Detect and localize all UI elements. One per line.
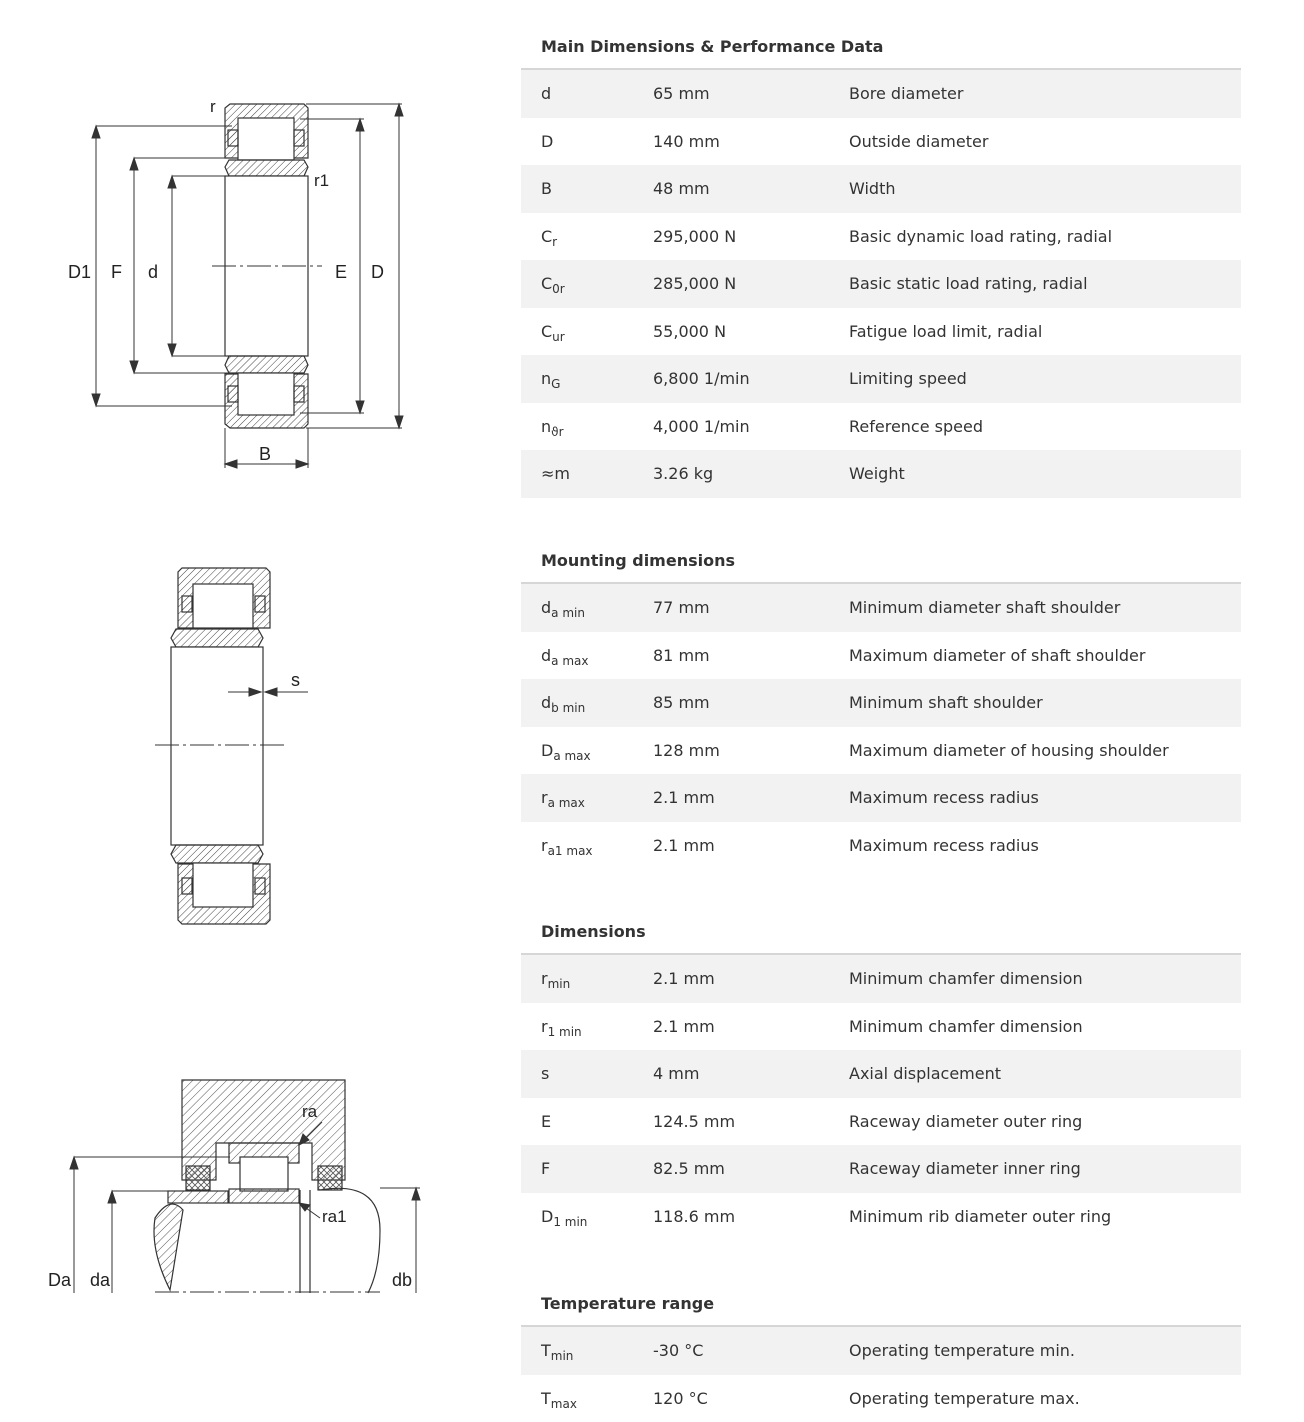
section-rows (521, 1327, 1241, 1422)
label-d: d (148, 262, 159, 282)
section-title: Main Dimensions & Performance Data (521, 10, 1241, 70)
symbol-main: D (541, 740, 554, 760)
row-description: Limiting speed (849, 369, 967, 389)
row-value: 118.6 mm (653, 1206, 736, 1226)
table-row (521, 213, 1241, 261)
symbol-main: r (541, 1016, 548, 1036)
row-symbol (521, 788, 653, 811)
row-description: Maximum recess radius (849, 835, 1039, 855)
symbol-main: F (541, 1159, 551, 1179)
row-value: 285,000 N (653, 274, 737, 294)
symbol-main: B (541, 179, 552, 199)
row-description: Maximum diameter of housing shoulder (849, 740, 1169, 760)
row-symbol (521, 1388, 653, 1411)
symbol-main: n (541, 416, 552, 436)
symbol-main: r (541, 835, 548, 855)
row-symbol (521, 321, 653, 344)
table-row (521, 1098, 1241, 1146)
symbol-main: d (541, 598, 552, 618)
row-symbol (521, 132, 653, 151)
row-description: Operating temperature min. (849, 1341, 1075, 1361)
symbol-subscript: ur (552, 329, 565, 344)
label-da: da (90, 1270, 111, 1290)
row-description: Minimum chamfer dimension (849, 1016, 1083, 1036)
row-symbol (521, 1112, 653, 1131)
row-description: Basic static load rating, radial (849, 274, 1088, 294)
symbol-subscript: a max (551, 653, 589, 668)
symbol-main: r (541, 969, 548, 989)
technical-drawings (0, 0, 500, 1422)
section-title: Temperature range (521, 1267, 1241, 1327)
label-E: E (335, 262, 348, 282)
table-row (521, 70, 1241, 118)
label-B: B (259, 444, 272, 464)
symbol-main: E (541, 1111, 552, 1131)
row-description: Axial displacement (849, 1064, 1002, 1084)
symbol-main: T (541, 1341, 551, 1361)
symbol-main: d (541, 693, 552, 713)
table-row (521, 1145, 1241, 1193)
row-symbol (521, 226, 653, 249)
label-ra: ra (302, 1102, 318, 1121)
row-value: 77 mm (653, 598, 710, 618)
row-value: 82.5 mm (653, 1159, 725, 1179)
table-row (521, 632, 1241, 680)
row-symbol (521, 416, 653, 439)
row-value: 124.5 mm (653, 1111, 736, 1131)
label-D1: D1 (68, 262, 92, 282)
row-value: 295,000 N (653, 226, 737, 246)
row-value: 81 mm (653, 645, 710, 665)
row-symbol (521, 84, 653, 103)
symbol-main: C (541, 274, 553, 294)
row-symbol (521, 1206, 653, 1229)
row-symbol (521, 1064, 653, 1083)
row-symbol (521, 740, 653, 763)
row-description: Operating temperature max. (849, 1388, 1080, 1408)
axial-displacement-drawing (0, 540, 500, 940)
symbol-subscript: 1 min (547, 1024, 582, 1039)
row-value: -30 °C (653, 1341, 704, 1361)
row-symbol (521, 598, 653, 621)
row-description: Minimum shaft shoulder (849, 693, 1043, 713)
mounting-dimensions-drawing (0, 1070, 500, 1350)
label-F: F (111, 262, 122, 282)
row-value: 120 °C (653, 1388, 708, 1408)
symbol-main: d (541, 645, 552, 665)
row-description: Minimum diameter shaft shoulder (849, 598, 1121, 618)
section-title: Dimensions (521, 895, 1241, 955)
row-description: Maximum recess radius (849, 788, 1039, 808)
section-rows (521, 70, 1241, 498)
label-r1: r1 (314, 171, 330, 190)
table-row (521, 118, 1241, 166)
label-D: D (371, 262, 384, 282)
row-symbol (521, 274, 653, 297)
symbol-main: T (541, 1388, 551, 1408)
row-description: Fatigue load limit, radial (849, 321, 1043, 341)
row-description: Minimum chamfer dimension (849, 969, 1083, 989)
row-value: 55,000 N (653, 321, 727, 341)
row-value: 48 mm (653, 179, 710, 199)
row-value: 65 mm (653, 84, 710, 104)
row-symbol (521, 179, 653, 198)
row-symbol (521, 969, 653, 992)
bearing-dimension-drawing (0, 0, 500, 500)
symbol-main: s (541, 1064, 550, 1084)
row-value: 2.1 mm (653, 788, 715, 808)
symbol-subscript: a1 max (547, 843, 593, 858)
table-row (521, 403, 1241, 451)
row-value: 3.26 kg (653, 464, 714, 484)
table-row (521, 450, 1241, 498)
row-description: Maximum diameter of shaft shoulder (849, 645, 1146, 665)
table-row (521, 1003, 1241, 1051)
symbol-subscript: min (550, 1349, 574, 1364)
row-value: 128 mm (653, 740, 720, 760)
row-value: 140 mm (653, 131, 720, 151)
table-row (521, 727, 1241, 775)
symbol-main: r (541, 788, 548, 808)
row-description: Weight (849, 464, 905, 484)
row-symbol (521, 369, 653, 392)
label-ra1: ra1 (322, 1207, 347, 1226)
symbol-subscript: a max (547, 796, 585, 811)
symbol-subscript: a min (551, 606, 585, 621)
row-value: 4 mm (653, 1064, 700, 1084)
table-row (521, 1050, 1241, 1098)
row-symbol (521, 1016, 653, 1039)
symbol-main: C (541, 226, 553, 246)
symbol-subscript: b min (551, 701, 586, 716)
row-description: Reference speed (849, 416, 983, 436)
row-description: Bore diameter (849, 84, 964, 104)
table-row (521, 955, 1241, 1003)
section-rows (521, 955, 1241, 1240)
table-row (521, 1327, 1241, 1375)
symbol-subscript: min (547, 977, 571, 992)
row-value: 2.1 mm (653, 835, 715, 855)
row-symbol (521, 835, 653, 858)
symbol-subscript: a max (553, 748, 591, 763)
row-symbol (521, 693, 653, 716)
symbol-main: n (541, 369, 552, 389)
table-row (521, 165, 1241, 213)
symbol-subscript: r (552, 234, 558, 249)
symbol-main: C (541, 321, 553, 341)
row-description: Width (849, 179, 896, 199)
section-main-dimensions (521, 10, 1241, 498)
label-r: r (210, 97, 216, 116)
row-description: Basic dynamic load rating, radial (849, 226, 1113, 246)
label-db: db (392, 1270, 413, 1290)
table-row (521, 774, 1241, 822)
label-Da: Da (48, 1270, 72, 1290)
row-description: Raceway diameter inner ring (849, 1159, 1081, 1179)
row-description: Outside diameter (849, 131, 989, 151)
table-row (521, 260, 1241, 308)
row-symbol (521, 464, 653, 483)
row-symbol (521, 645, 653, 668)
symbol-subscript: G (551, 377, 561, 392)
symbol-subscript: 1 min (553, 1214, 588, 1229)
section-mounting-dimensions (521, 524, 1241, 869)
symbol-subscript: max (550, 1396, 577, 1411)
row-value: 85 mm (653, 693, 710, 713)
row-description: Raceway diameter outer ring (849, 1111, 1083, 1131)
row-description: Minimum rib diameter outer ring (849, 1206, 1112, 1226)
label-s: s (291, 670, 300, 690)
section-rows (521, 584, 1241, 869)
section-title: Mounting dimensions (521, 524, 1241, 584)
table-row (521, 584, 1241, 632)
row-symbol (521, 1341, 653, 1364)
table-row (521, 1193, 1241, 1241)
symbol-subscript: 0r (552, 282, 565, 297)
row-value: 2.1 mm (653, 1016, 715, 1036)
section-temperature-range (521, 1267, 1241, 1422)
table-row (521, 822, 1241, 870)
symbol-main: D (541, 131, 554, 151)
table-row (521, 679, 1241, 727)
row-symbol (521, 1159, 653, 1178)
row-value: 2.1 mm (653, 969, 715, 989)
table-row (521, 1375, 1241, 1422)
section-dimensions (521, 895, 1241, 1240)
table-row (521, 355, 1241, 403)
symbol-main: D (541, 1206, 554, 1226)
symbol-main: d (541, 84, 552, 104)
row-value: 6,800 1/min (653, 369, 750, 389)
row-value: 4,000 1/min (653, 416, 750, 436)
symbol-main: ≈m (541, 464, 570, 484)
symbol-subscript: ϑr (551, 424, 564, 439)
table-row (521, 308, 1241, 356)
